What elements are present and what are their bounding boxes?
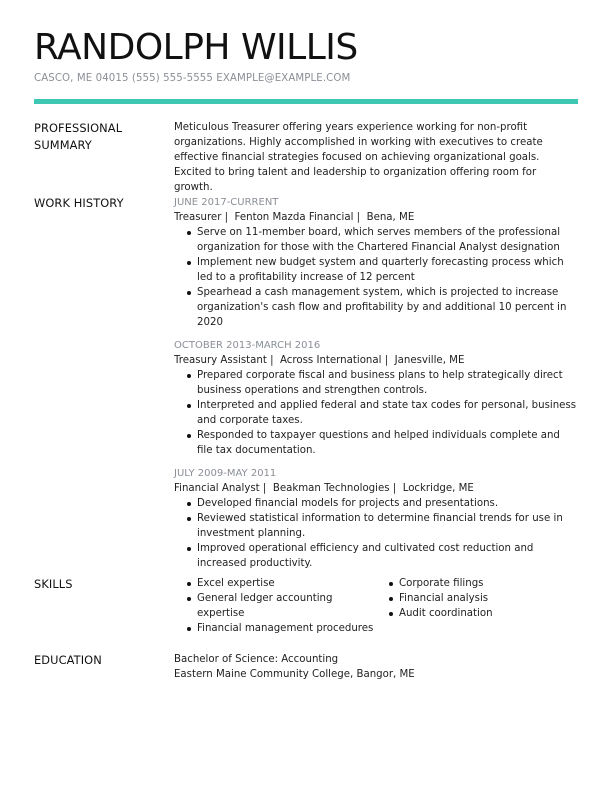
- summary-text: Meticulous Treasurer offering years experience working for non-profit organizations. Highly accomplished in working with executives to create effective financial strategies focused on achieving organizational goals. Excited to bring talent and leadership to organization offering room for growth.: [174, 122, 543, 193]
- education-school: Eastern Maine Community College, Bangor, ME: [174, 669, 415, 680]
- candidate-name: RANDOLPH WILLIS: [34, 27, 358, 68]
- job-entry: [174, 466, 578, 571]
- skill-item: General ledger accounting expertise: [174, 591, 376, 621]
- skills-heading: SKILLS: [34, 577, 73, 591]
- job-company: Beakman Technologies: [272, 483, 390, 494]
- job-role: Financial Analyst: [174, 483, 260, 494]
- job-bullet: Developed financial models for projects and presentations.: [174, 496, 578, 511]
- skill-item: Corporate filings: [376, 576, 566, 591]
- job-bullets: [174, 496, 578, 571]
- job-entry: [174, 338, 578, 458]
- contact-info: CASCO, ME 04015 (555) 555-5555 EXAMPLE@EXAMPLE.COM: [34, 73, 351, 84]
- job-title-line: Financial Analyst | Beakman Technologies | Lockridge, ME: [174, 483, 474, 494]
- job-bullet: Improved operational efficiency and cultivated cost reduction and increased productivity.: [174, 541, 578, 571]
- job-location: Bena, ME: [366, 212, 415, 223]
- job-bullet: Reviewed statistical information to determine financial trends for use in investment planning.: [174, 511, 578, 541]
- skills-list: [174, 576, 578, 636]
- job-dates: OCTOBER 2013-MARCH 2016: [174, 340, 321, 351]
- job-role: Treasurer: [174, 212, 222, 223]
- job-bullet: Implement new budget system and quarterly forecasting process which led to a profitability increase of 12 percent: [174, 255, 578, 285]
- skills-column-left: [174, 576, 376, 636]
- job-bullet: Responded to taxpayer questions and helped individuals complete and file tax documentation.: [174, 428, 578, 458]
- job-bullet: Serve on 11-member board, which serves members of the professional organization for those with the Chartered Financial Analyst designation: [174, 225, 578, 255]
- job-bullets: [174, 368, 578, 458]
- skills-column-right: [376, 576, 566, 636]
- job-title-line: Treasury Assistant | Across International | Janesville, ME: [174, 355, 465, 366]
- job-bullets: [174, 225, 578, 330]
- work-history-heading: WORK HISTORY: [34, 196, 124, 210]
- job-entry: [174, 195, 578, 330]
- skill-item: Financial analysis: [376, 591, 566, 606]
- job-location: Lockridge, ME: [402, 483, 474, 494]
- skill-item: Financial management procedures: [174, 621, 376, 636]
- job-bullet: Interpreted and applied federal and state tax codes for personal, business and corporate taxes.: [174, 398, 578, 428]
- job-dates: JUNE 2017-CURRENT: [174, 197, 279, 208]
- job-title-line: Treasurer | Fenton Mazda Financial | Bena, ME: [174, 212, 415, 223]
- skill-item: Audit coordination: [376, 606, 566, 621]
- job-role: Treasury Assistant: [174, 355, 267, 366]
- job-location: Janesville, ME: [394, 355, 465, 366]
- job-company: Across International: [280, 355, 382, 366]
- accent-divider: [34, 99, 578, 104]
- job-bullet: Prepared corporate fiscal and business plans to help strategically direct business operations and strengthen controls.: [174, 368, 578, 398]
- job-company: Fenton Mazda Financial: [234, 212, 354, 223]
- skill-item: Excel expertise: [174, 576, 376, 591]
- job-dates: JULY 2009-MAY 2011: [174, 468, 277, 479]
- education-heading: EDUCATION: [34, 653, 102, 667]
- summary-heading: PROFESSIONAL SUMMARY: [34, 121, 123, 152]
- education-degree: Bachelor of Science: Accounting: [174, 654, 339, 665]
- job-bullet: Spearhead a cash management system, which is projected to increase organization's cash flow and profitability by and additional 10 percent in 2020: [174, 285, 578, 330]
